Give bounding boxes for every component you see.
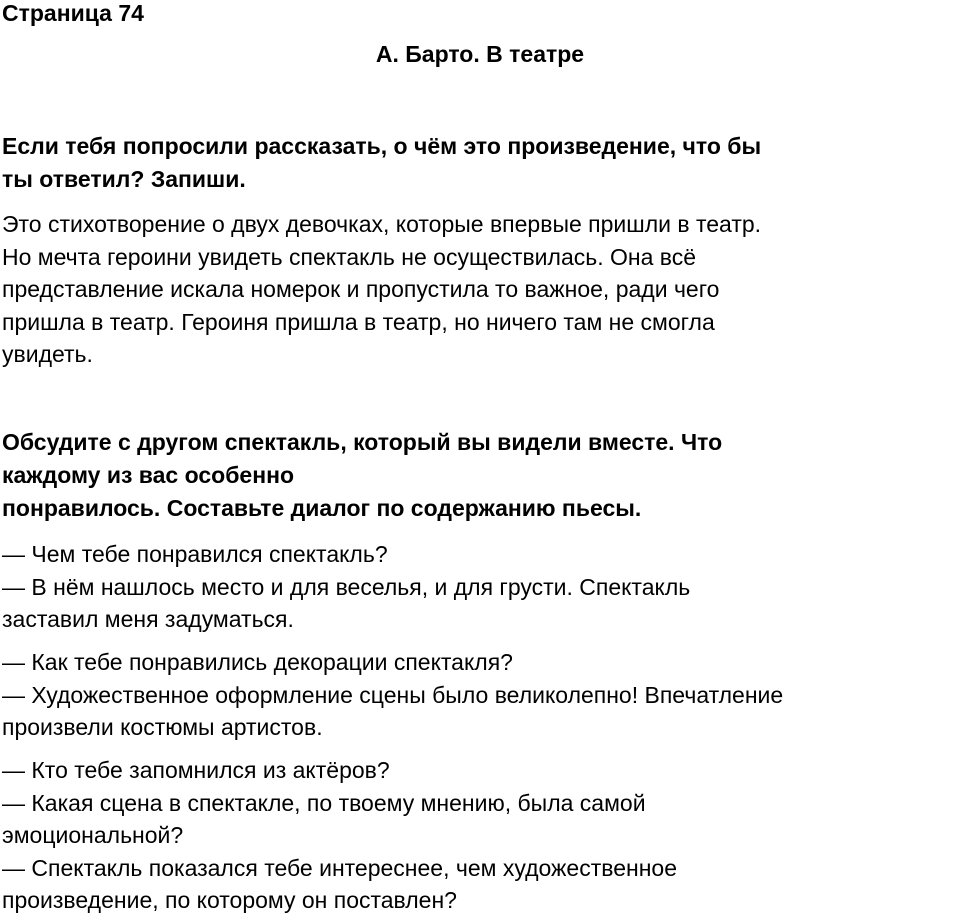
answer-1-line: увидеть. [2, 341, 93, 367]
page-number-label: Страница 74 [2, 0, 144, 26]
page-title: А. Барто. В театре [375, 41, 585, 67]
dialog-line: — Как тебе понравились декорации спектакля? [2, 649, 513, 675]
dialog-line: — Художественное оформление сцены было великолепно! Впечатление [2, 681, 784, 708]
answer-1-line: пришла в театр. Героиня пришла в театр, но ничего там не смогла [2, 308, 715, 335]
answer-1-line: Но мечта героини увидеть спектакль не осуществилась. Она всё [2, 243, 697, 270]
question-1-line: Если тебя попросили рассказать, о чём это произведение, что бы [2, 133, 762, 159]
question-2-line: Обсудите с другом спектакль, который вы видели вместе. Что [2, 429, 723, 455]
dialog-line: — Какая сцена в спектакле, по твоему мнению, была самой [2, 789, 646, 816]
dialog-line: — Чем тебе понравился спектакль? [2, 541, 388, 567]
dialog-line: — Спектакль показался тебе интереснее, чем художественное [2, 854, 677, 881]
question-2-line: каждому из вас особенно [2, 462, 295, 488]
answer-1 [2, 208, 960, 371]
question-1 [2, 130, 957, 196]
dialog-block-1 [2, 538, 960, 636]
dialog-line: произведение, по которому он поставлен? [2, 887, 457, 913]
dialog-line: — Кто тебе запомнился из актёров? [2, 757, 390, 783]
dialog-line: произвели костюмы артистов. [2, 714, 323, 740]
question-2 [2, 426, 957, 525]
dialog-line: заставил меня задуматься. [2, 606, 294, 632]
dialog-block-2 [2, 646, 960, 744]
answer-1-line: Это стихотворение о двух девочках, которые впервые пришли в театр. [2, 211, 762, 237]
answer-1-line: представление искала номерок и пропустила то важное, ради чего [2, 276, 720, 302]
question-1-line: ты ответил? Запиши. [2, 166, 246, 192]
question-2-line: понравилось. Составьте диалог по содержанию пьесы. [2, 495, 642, 521]
dialog-line: — В нём нашлось место и для веселья, и для грусти. Спектакль [2, 573, 691, 600]
dialog-block-3 [2, 754, 960, 917]
dialog-line: эмоциональной? [2, 822, 184, 848]
